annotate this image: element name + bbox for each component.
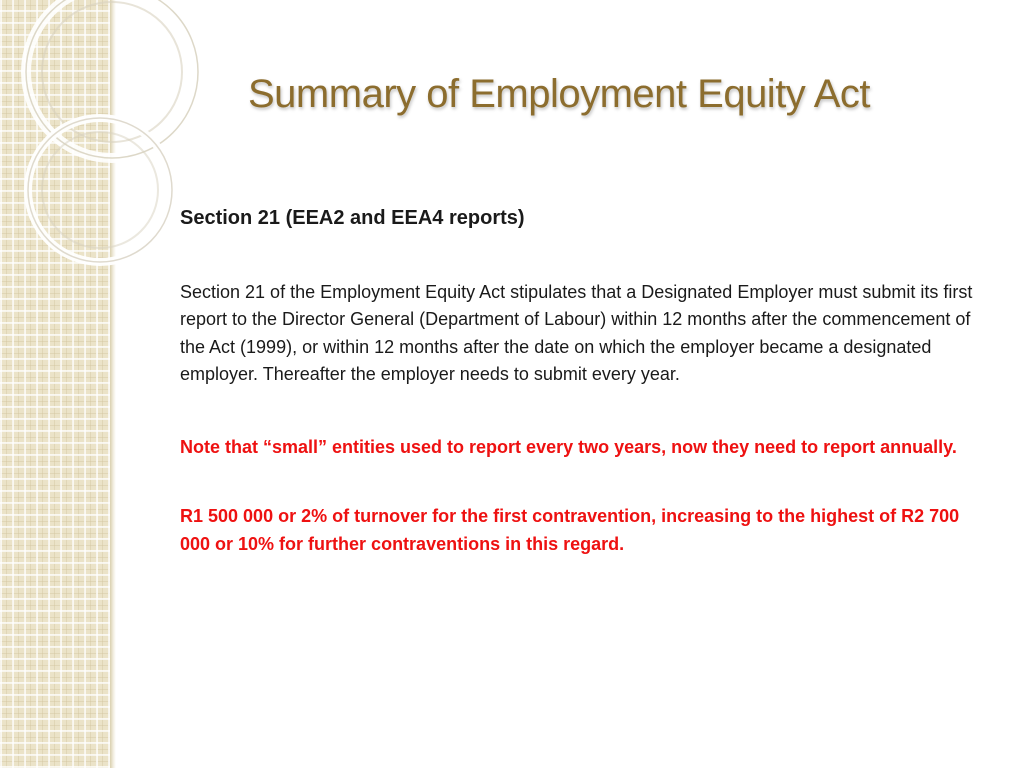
body-paragraph: Section 21 of the Employment Equity Act stipulates that a Designated Employer must submit its first report to the Director General (Department of Labour) within 12 months after the commencement of the Act (1999), or within 12 months after the date on which the employer became a designated employer. Thereafter the employer needs to submit every year. <box>180 281 973 384</box>
note-paragraph: Note that “small” entities used to report every two years, now they need to report annually. <box>180 436 957 457</box>
section-heading: Section 21 (EEA2 and EEA4 reports) <box>180 207 525 229</box>
decorative-side-band <box>0 0 114 768</box>
slide-content <box>180 205 992 558</box>
slide-title: Summary of Employment Equity Act <box>248 72 871 116</box>
side-band-edge <box>110 0 116 768</box>
penalty-paragraph: R1 500 000 or 2% of turnover for the first contravention, increasing to the highest of R2 700 000 or 10% for further contraventions in this regard. <box>180 506 960 554</box>
